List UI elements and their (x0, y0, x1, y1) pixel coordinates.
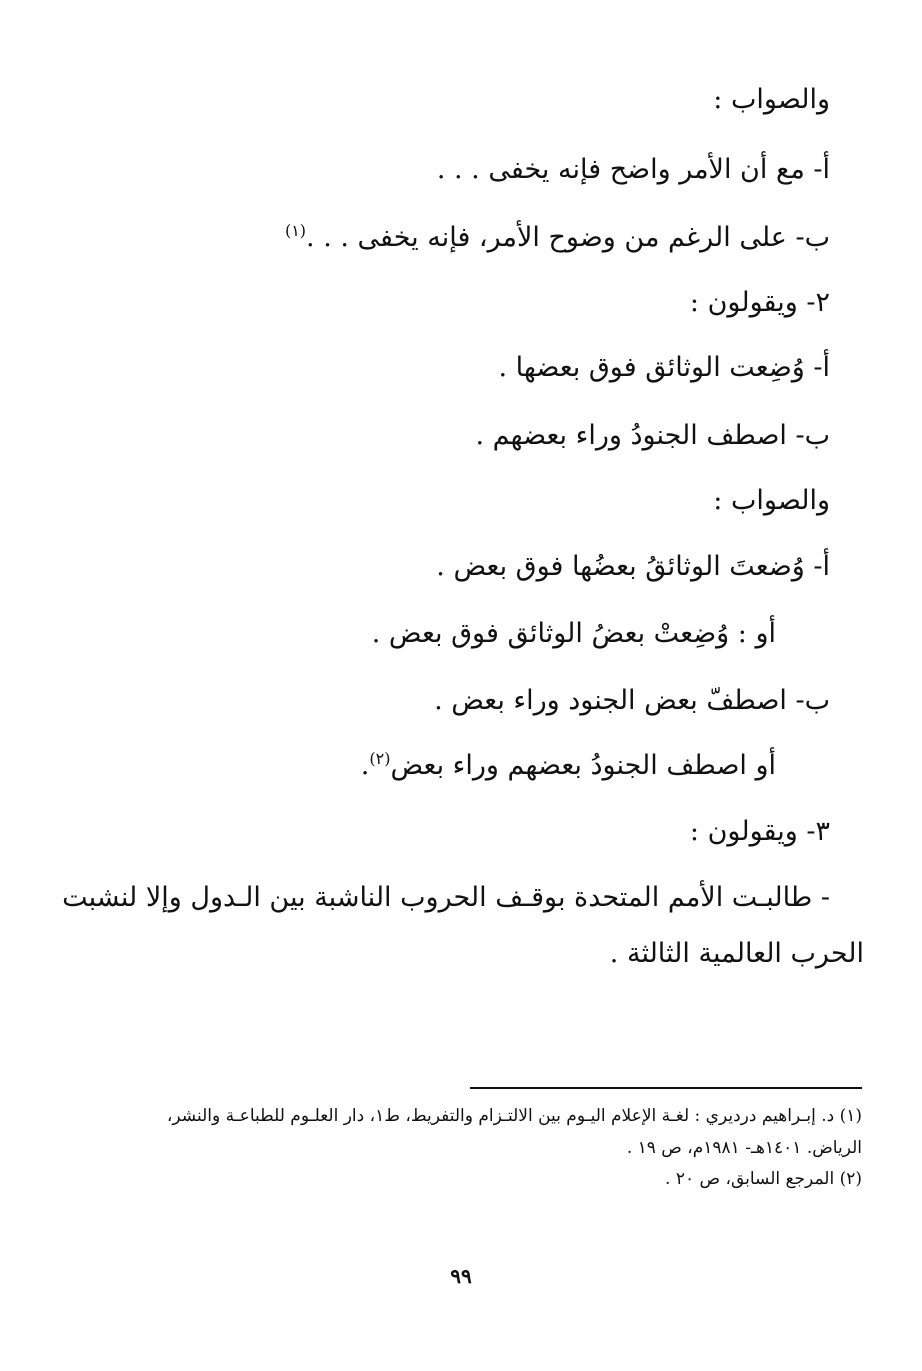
body-line-8 (60, 547, 830, 587)
body-line-6 (60, 416, 830, 456)
body-line-4 (60, 283, 830, 323)
correct-option-b: ب- على الرغم من وضوح الأمر، فإنه يخفى . . . (306, 222, 830, 253)
footnote-1 (167, 1104, 862, 1128)
footnote-2-text: (٢) المرجع السابق، ص ٢٠ . (665, 1169, 862, 1189)
correct-example-a: أ- وُضعتَ الوثائقُ بعضُها فوق بعض . (436, 551, 830, 582)
body-line-1 (60, 80, 830, 120)
correct-option-a: أ- مع أن الأمر واضح فإنه يخفى . . . (436, 154, 830, 185)
footnote-ref-1: (١) (284, 221, 307, 240)
footnote-ref-2: (٢) (369, 749, 391, 768)
section-2-heading: ٢- ويقولون : (689, 287, 830, 318)
body-line-3 (60, 218, 830, 258)
footnote-separator (470, 1087, 862, 1089)
body-line-9 (60, 614, 776, 654)
body-line-14 (60, 934, 864, 974)
wrong-example-a: أ- وُضِعت الوثائق فوق بعضها . (498, 352, 830, 383)
correct-alt-b: أو اصطف الجنودُ بعضهم وراء بعض (390, 750, 776, 781)
body-line-2 (60, 150, 830, 190)
footnote-1-text-2: الرياض. ١٤٠١هـ- ١٩٨١م، ص ١٩ . (626, 1138, 862, 1158)
body-line-12 (60, 812, 830, 852)
paragraph-line-2: الحرب العالمية الثالثة . (609, 938, 864, 969)
body-line-7 (60, 481, 830, 521)
body-line-13 (60, 878, 830, 918)
paragraph-line-1: - طالبـت الأمم المتحدة بوقـف الحروب الناشبة بين الـدول وإلا لنشبت (62, 882, 830, 913)
heading-correct-2: والصواب : (713, 485, 830, 516)
footnote-1-text: (١) د. إبـراهيم دردیري : لغـة الإعلام اليـوم بين الالتـزام والتفريط، ط١، دار العلـوم للطباعـة والنشر، (166, 1106, 862, 1126)
footnote-1-continuation (627, 1136, 862, 1160)
wrong-example-b: ب- اصطف الجنودُ وراء بعضهم . (475, 420, 830, 451)
sentence-end-period: . (360, 750, 370, 781)
heading-correct-1: والصواب : (713, 84, 830, 115)
correct-alt-a: أو : وُضِعتْ بعضُ الوثائق فوق بعض . (371, 618, 776, 649)
footnote-2 (665, 1167, 862, 1191)
page-number: ٩٩ (450, 1264, 472, 1288)
body-line-11 (60, 746, 776, 786)
section-3-heading: ٣- ويقولون : (689, 816, 830, 847)
correct-example-b: ب- اصطفّ بعض الجنود وراء بعض . (434, 685, 830, 716)
body-line-5 (60, 348, 830, 388)
body-line-10 (60, 681, 830, 721)
